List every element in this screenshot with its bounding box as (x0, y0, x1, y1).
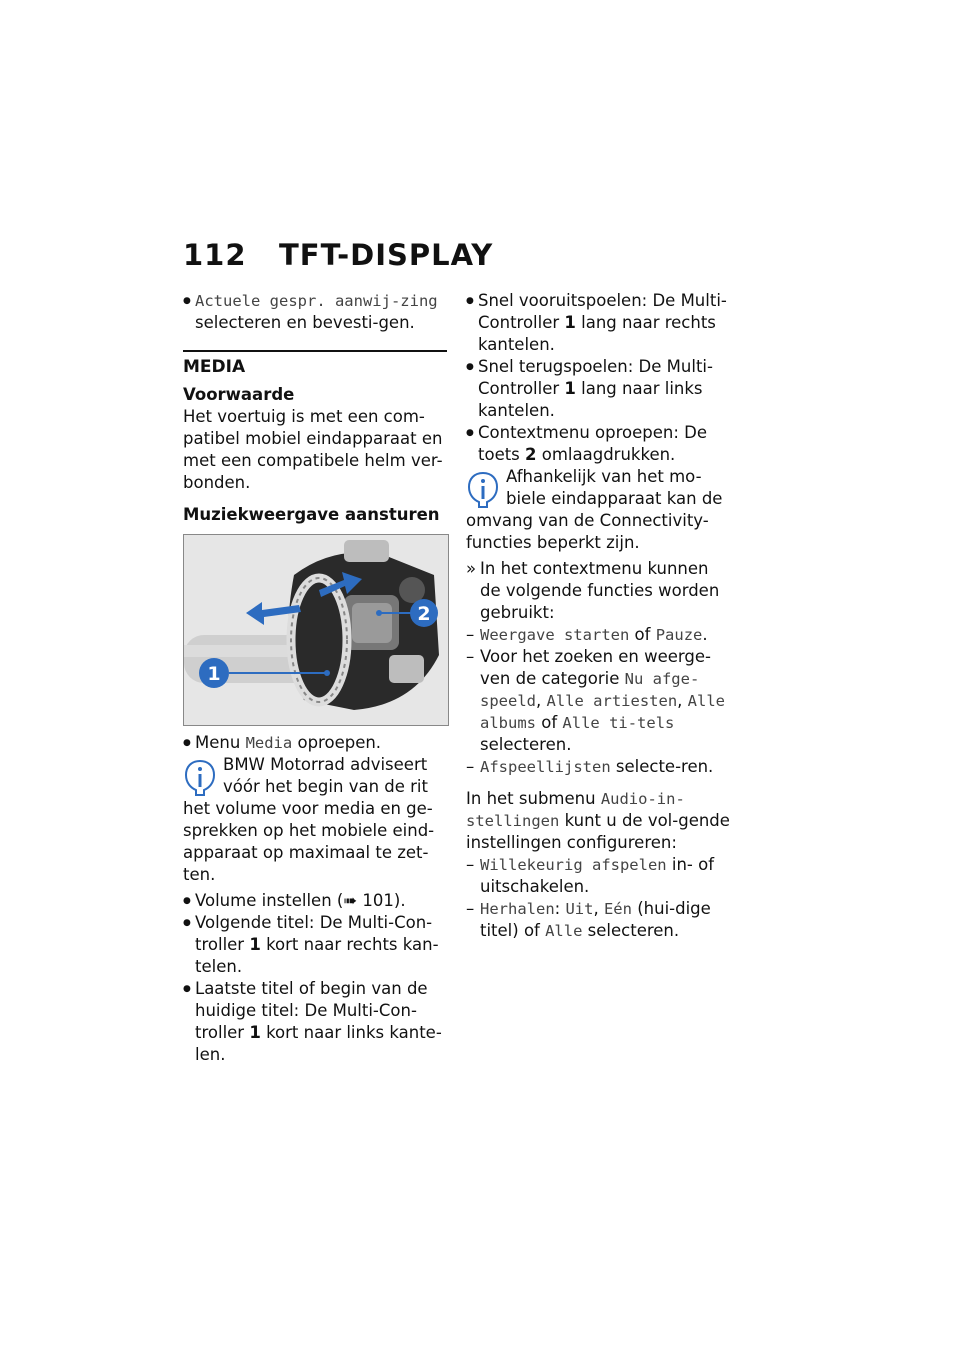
page-number: 112 (183, 238, 247, 272)
info-icon (466, 470, 500, 510)
prev-track-bullet (183, 978, 447, 1066)
item-text: of (629, 625, 656, 644)
item-text: Voor het zoeken en weerge-ven de categorie (480, 647, 711, 688)
menu-item-ref: Willekeurig afspelen (480, 856, 667, 874)
bullet-text: Volume instellen ( (195, 891, 344, 910)
bullet-text: Snel terugspoelen: De Multi-Controller (478, 357, 713, 398)
control-ref: 1 (564, 313, 576, 332)
fast-forward-bullet (466, 290, 734, 356)
menu-item-ref: Media (245, 734, 293, 752)
control-ref: 1 (249, 1023, 261, 1042)
bullet-text: Contextmenu oproepen: De toets (478, 423, 708, 464)
setting-shuffle (466, 854, 734, 898)
item-text: , (536, 691, 547, 710)
context-menu-bullet (466, 422, 734, 466)
bullet-text: Menu (195, 733, 246, 752)
item-text: selecteren. (582, 921, 680, 940)
item-text: kunt u de vol-gende instellingen configureren: (466, 811, 730, 852)
music-heading: Muziekweergave aansturen (183, 505, 440, 524)
next-track-bullet (183, 912, 447, 978)
menu-item-ref: Uit (565, 900, 594, 918)
intro-bullet (183, 290, 447, 334)
dash-item-playlists (466, 756, 734, 778)
chapter-title: TFT-DISPLAY (279, 238, 494, 272)
bullet-text: selecteren en bevesti-gen. (195, 313, 415, 332)
menu-item-ref: Actuele gespr. aanwij-zing (195, 292, 438, 310)
menu-item-ref: Alle ti-tels (562, 714, 675, 732)
bullet-text: Laatste titel of begin van de huidige titel: De Multi-Con-troller (195, 979, 428, 1042)
item-text: . (702, 625, 708, 644)
item-text: : (554, 899, 566, 918)
bullet-text: kort naar links kante-len. (195, 1023, 442, 1064)
section-divider (183, 350, 447, 352)
callout-label-2: 2 (417, 603, 431, 625)
bullet-text: omlaagdrukken. (536, 445, 676, 464)
right-column (466, 290, 734, 942)
control-ref: 2 (525, 445, 537, 464)
page-reference: ➠ 101 (343, 891, 394, 910)
bullet-text: Volgende titel: De Multi-Con-troller (195, 913, 433, 954)
info-note (183, 754, 447, 886)
bullet-text: lang naar links kantelen. (478, 379, 703, 420)
item-text: (hui-dige titel) of (480, 899, 711, 940)
bullet-text: Snel vooruitspoelen: De Multi-Controller (478, 291, 727, 332)
left-column (183, 290, 447, 1066)
menu-item-ref: Audio-in-stellingen (466, 790, 685, 830)
item-text: of (536, 713, 563, 732)
bullet-text: ). (393, 891, 406, 910)
control-ref: 1 (249, 935, 261, 954)
control-ref: 1 (564, 379, 576, 398)
dash-item-search (466, 646, 734, 756)
item-text: in- of uitschakelen. (480, 855, 715, 896)
item-text: , (593, 899, 604, 918)
condition-heading: Voorwaarde (183, 385, 295, 404)
page-header (183, 238, 493, 272)
menu-item-ref: Eén (603, 900, 632, 918)
submenu-paragraph (466, 788, 734, 854)
item-text: In het submenu (466, 789, 601, 808)
bullet-text: lang naar rechts kantelen. (478, 313, 716, 354)
menu-item-ref: Alle (545, 922, 583, 940)
menu-item-ref: Alle albums (480, 692, 725, 732)
menu-item-ref: Nu afge-speeld (480, 670, 700, 710)
rewind-bullet (466, 356, 734, 422)
item-text: selecteren. (480, 735, 572, 754)
condition-text: Het voertuig is met een com-patibel mobiel eindapparaat en met een compatibele helm ver-bonden. (183, 407, 443, 492)
menu-item-ref: Alle artiesten (546, 692, 678, 710)
item-text: , (677, 691, 688, 710)
controller-illustration (183, 534, 449, 726)
setting-repeat (466, 898, 734, 942)
menu-item-ref: Herhalen (480, 900, 555, 918)
section-title: MEDIA (183, 357, 246, 377)
info-note (466, 466, 734, 554)
bullet-text: kort naar rechts kan-telen. (195, 935, 439, 976)
menu-item-ref: Pauze (655, 626, 703, 644)
note-text: BMW Motorrad adviseert vóór het begin van de rit het volume voor media en ge-sprekken op het mobiele eind-apparaat op maximaal te zet-ten. (183, 755, 435, 884)
info-icon (183, 758, 217, 798)
menu-item-ref: Weergave starten (480, 626, 630, 644)
item-text: selecte-ren. (610, 757, 714, 776)
bullet-text: oproepen. (292, 733, 382, 752)
dash-item-play (466, 624, 734, 646)
menu-item-ref: Afspeellijsten (480, 758, 611, 776)
note-text: Afhankelijk van het mo-biele eindapparaat kan de omvang van de Connectivity-functies beperkt zijn. (466, 467, 723, 552)
menu-bullet (183, 732, 447, 754)
context-step: » In het contextmenu kunnen de volgende functies worden gebruikt: (466, 558, 734, 624)
callout-label-1: 1 (207, 663, 221, 685)
volume-bullet (183, 890, 447, 912)
